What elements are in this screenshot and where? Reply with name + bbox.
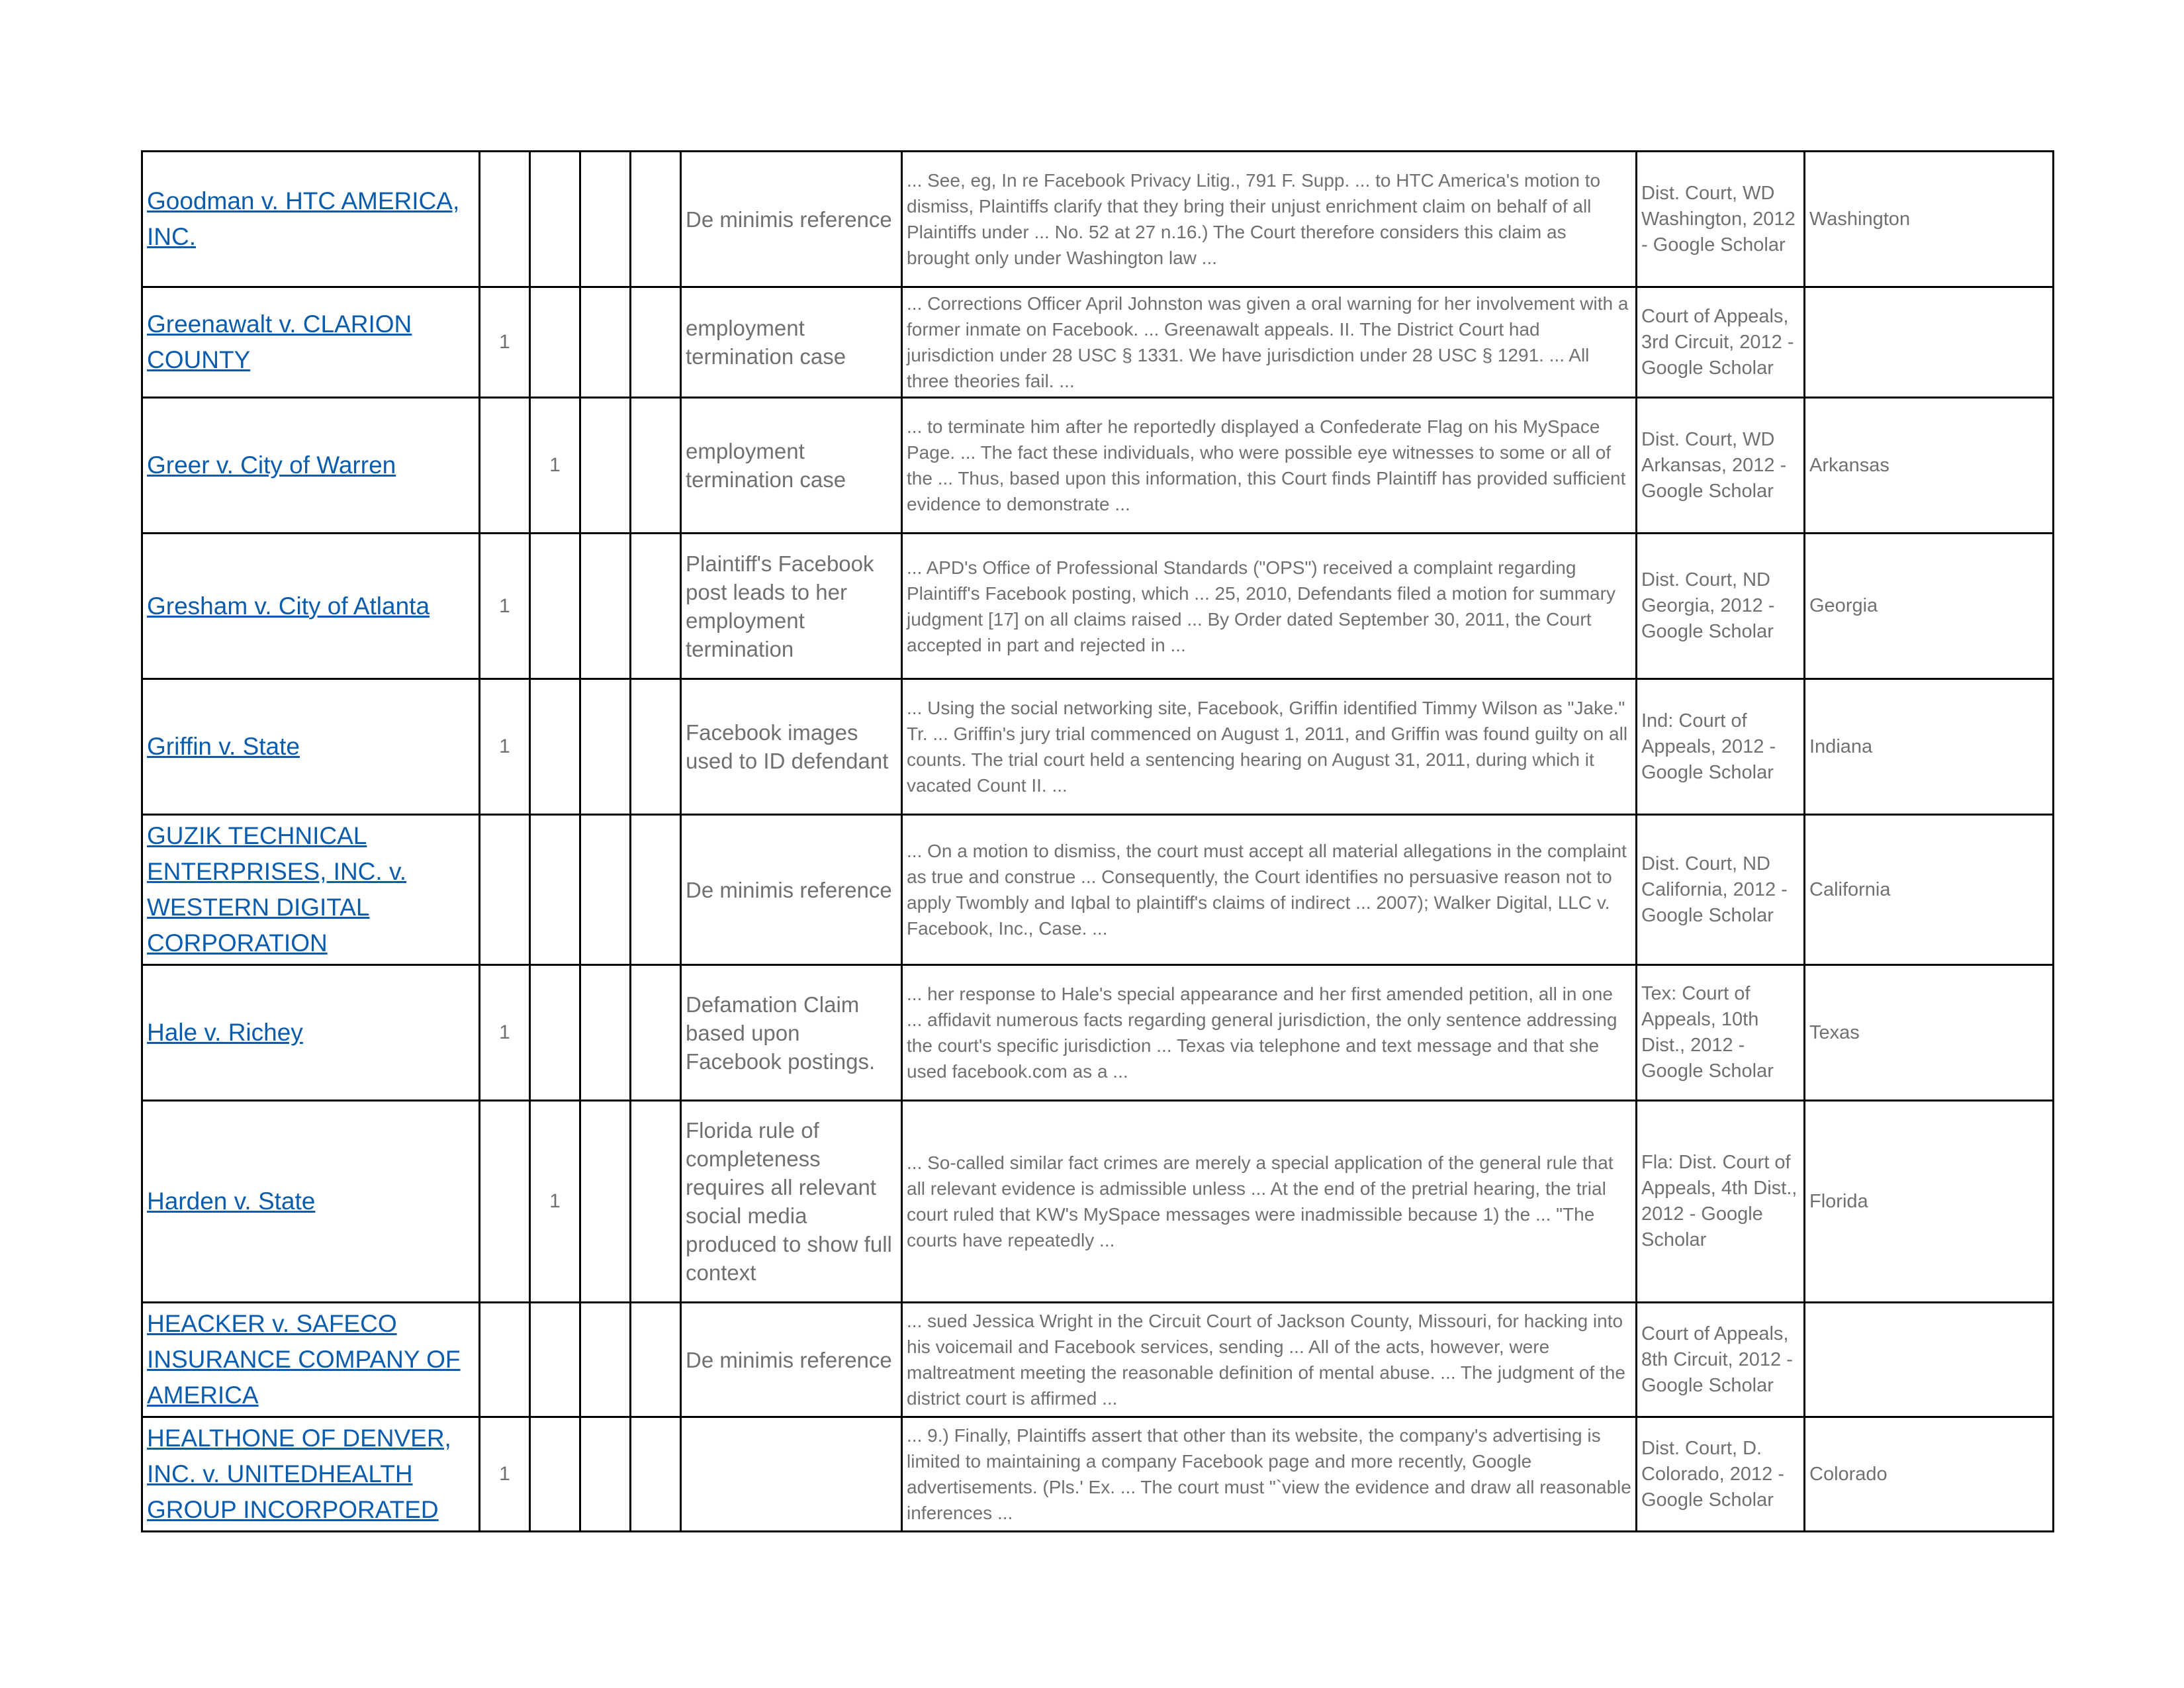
case-snippet: ... On a motion to dismiss, the court must accept all material allegations in the complaint as true and construe ... Consequently, the Court identifies no persuasive reason not to apply Twombly and Iqbal to plaintiff's claims of indirect ... 2007); Walker Digital, LLC v. Facebook, Inc., Case. ... bbox=[902, 815, 1637, 965]
case-description: Defamation Claim based upon Facebook postings. bbox=[681, 965, 902, 1101]
case-name-cell bbox=[142, 152, 480, 287]
case-link[interactable]: Gresham v. City of Atlanta bbox=[147, 592, 430, 620]
case-description: employment termination case bbox=[681, 398, 902, 534]
flag-col-1 bbox=[480, 398, 530, 534]
case-name-cell bbox=[142, 815, 480, 965]
flag-col-3 bbox=[580, 1101, 631, 1303]
case-link[interactable]: Goodman v. HTC AMERICA, INC. bbox=[147, 187, 460, 250]
case-state: Texas bbox=[1805, 965, 2054, 1101]
flag-col-1: 1 bbox=[480, 1417, 530, 1532]
flag-col-3 bbox=[580, 287, 631, 398]
flag-col-3 bbox=[580, 398, 631, 534]
case-description bbox=[681, 1417, 902, 1532]
flag-col-1: 1 bbox=[480, 965, 530, 1101]
flag-col-1: 1 bbox=[480, 679, 530, 815]
case-link[interactable]: HEALTHONE OF DENVER, INC. v. UNITEDHEALTH GROUP INCORPORATED bbox=[147, 1425, 451, 1523]
flag-col-3 bbox=[580, 1417, 631, 1532]
case-state: Washington bbox=[1805, 152, 2054, 287]
case-link[interactable]: Harden v. State bbox=[147, 1188, 316, 1215]
flag-col-3 bbox=[580, 965, 631, 1101]
court-info: Court of Appeals, 3rd Circuit, 2012 - Google Scholar bbox=[1637, 287, 1805, 398]
case-snippet: ... APD's Office of Professional Standards ("OPS") received a complaint regarding Plaintiff's Facebook posting, which ... 25, 2010, Defendants filed a motion for summary judgment [17] on all claims raised ... By Order dated September 30, 2011, the Court accepted in part and rejected in ... bbox=[902, 534, 1637, 679]
court-info: Court of Appeals, 8th Circuit, 2012 - Google Scholar bbox=[1637, 1303, 1805, 1417]
court-info: Ind: Court of Appeals, 2012 - Google Scholar bbox=[1637, 679, 1805, 815]
court-info: Dist. Court, WD Arkansas, 2012 - Google Scholar bbox=[1637, 398, 1805, 534]
flag-col-3 bbox=[580, 1303, 631, 1417]
case-name-cell bbox=[142, 534, 480, 679]
case-link[interactable]: HEACKER v. SAFECO INSURANCE COMPANY OF AMERICA bbox=[147, 1310, 461, 1409]
case-snippet: ... Corrections Officer April Johnston was given a oral warning for her involvement with a former inmate on Facebook. ... Greenawalt appeals. II. The District Court had jurisdiction under 28 USC § 1331. We have jurisdiction under 28 USC § 1291. ... All three theories fail. ... bbox=[902, 287, 1637, 398]
case-snippet: ... 9.) Finally, Plaintiffs assert that other than its website, the company's advertising is limited to maintaining a company Facebook page and more recently, Google advertisements. (Pls.' Ex. ... The court must "`view the evidence and draw all reasonable inferences ... bbox=[902, 1417, 1637, 1532]
case-link[interactable]: Hale v. Richey bbox=[147, 1019, 303, 1046]
case-description: Facebook images used to ID defendant bbox=[681, 679, 902, 815]
flag-col-2 bbox=[530, 679, 580, 815]
flag-col-1: 1 bbox=[480, 534, 530, 679]
case-snippet: ... her response to Hale's special appearance and her first amended petition, all in one ... affidavit numerous facts regarding general jurisdiction, the only sentence addressing the court's specific jurisdiction ... Texas via telephone and text message and that she used facebook.com as a ... bbox=[902, 965, 1637, 1101]
flag-col-2: 1 bbox=[530, 1101, 580, 1303]
flag-col-1 bbox=[480, 1303, 530, 1417]
case-name-cell bbox=[142, 398, 480, 534]
flag-col-2 bbox=[530, 534, 580, 679]
case-link[interactable]: Greer v. City of Warren bbox=[147, 451, 396, 479]
case-snippet: ... See, eg, In re Facebook Privacy Litig., 791 F. Supp. ... to HTC America's motion to dismiss, Plaintiffs clarify that they bring their unjust enrichment claim on behalf of all Plaintiffs under ... No. 52 at 27 n.16.) The Court therefore considers this claim as brought only under Washington law ... bbox=[902, 152, 1637, 287]
case-link[interactable]: Greenawalt v. CLARION COUNTY bbox=[147, 310, 412, 373]
case-row bbox=[142, 1303, 2054, 1417]
case-row bbox=[142, 1101, 2054, 1303]
case-name-cell bbox=[142, 287, 480, 398]
flag-col-4 bbox=[631, 679, 681, 815]
flag-col-2 bbox=[530, 152, 580, 287]
case-table bbox=[141, 150, 2054, 1532]
court-info: Dist. Court, ND Georgia, 2012 - Google Scholar bbox=[1637, 534, 1805, 679]
flag-col-4 bbox=[631, 965, 681, 1101]
flag-col-3 bbox=[580, 534, 631, 679]
flag-col-4 bbox=[631, 1303, 681, 1417]
case-state bbox=[1805, 1303, 2054, 1417]
case-row bbox=[142, 287, 2054, 398]
case-description: employment termination case bbox=[681, 287, 902, 398]
case-row bbox=[142, 152, 2054, 287]
case-state bbox=[1805, 287, 2054, 398]
case-link[interactable]: GUZIK TECHNICAL ENTERPRISES, INC. v. WESTERN DIGITAL CORPORATION bbox=[147, 822, 406, 957]
case-row bbox=[142, 965, 2054, 1101]
case-state: Florida bbox=[1805, 1101, 2054, 1303]
court-info: Fla: Dist. Court of Appeals, 4th Dist., 2012 - Google Scholar bbox=[1637, 1101, 1805, 1303]
flag-col-1 bbox=[480, 152, 530, 287]
case-description: Plaintiff's Facebook post leads to her employment termination bbox=[681, 534, 902, 679]
case-state: Georgia bbox=[1805, 534, 2054, 679]
case-description: Florida rule of completeness requires all relevant social media produced to show full context bbox=[681, 1101, 902, 1303]
flag-col-4 bbox=[631, 152, 681, 287]
flag-col-3 bbox=[580, 152, 631, 287]
case-description: De minimis reference bbox=[681, 815, 902, 965]
case-snippet: ... sued Jessica Wright in the Circuit Court of Jackson County, Missouri, for hacking into his voicemail and Facebook services, sending ... All of the acts, however, were maltreatment meeting the reasonable definition of mental abuse. ... The judgment of the district court is affirmed ... bbox=[902, 1303, 1637, 1417]
flag-col-2: 1 bbox=[530, 398, 580, 534]
flag-col-4 bbox=[631, 534, 681, 679]
case-description: De minimis reference bbox=[681, 1303, 902, 1417]
flag-col-4 bbox=[631, 815, 681, 965]
case-name-cell bbox=[142, 965, 480, 1101]
case-state: Arkansas bbox=[1805, 398, 2054, 534]
case-name-cell bbox=[142, 1101, 480, 1303]
flag-col-2 bbox=[530, 815, 580, 965]
court-info: Dist. Court, WD Washington, 2012 - Google Scholar bbox=[1637, 152, 1805, 287]
case-state: Colorado bbox=[1805, 1417, 2054, 1532]
flag-col-3 bbox=[580, 815, 631, 965]
flag-col-2 bbox=[530, 287, 580, 398]
case-table-body bbox=[142, 152, 2054, 1532]
case-snippet: ... Using the social networking site, Facebook, Griffin identified Timmy Wilson as "Jake." Tr. ... Griffin's jury trial commenced on August 1, 2011, and Griffin was found guilty on all counts. The trial court held a sentencing hearing on August 31, 2011, during which it vacated Count II. ... bbox=[902, 679, 1637, 815]
case-row bbox=[142, 815, 2054, 965]
flag-col-4 bbox=[631, 1101, 681, 1303]
flag-col-1 bbox=[480, 815, 530, 965]
case-row bbox=[142, 398, 2054, 534]
flag-col-2 bbox=[530, 1303, 580, 1417]
case-snippet: ... So-called similar fact crimes are merely a special application of the general rule that all relevant evidence is admissible unless ... At the end of the pretrial hearing, the trial court ruled that KW's MySpace messages were inadmissible because 1) the ... "The courts have repeatedly ... bbox=[902, 1101, 1637, 1303]
case-snippet: ... to terminate him after he reportedly displayed a Confederate Flag on his MySpace Page. ... The fact these individuals, who were possible eye witnesses to some or all of the ... Thus, based upon this information, this Court finds Plaintiff has provided sufficient evidence to demonstrate ... bbox=[902, 398, 1637, 534]
case-name-cell bbox=[142, 1417, 480, 1532]
flag-col-4 bbox=[631, 398, 681, 534]
flag-col-1: 1 bbox=[480, 287, 530, 398]
case-description: De minimis reference bbox=[681, 152, 902, 287]
case-row bbox=[142, 1417, 2054, 1532]
case-name-cell bbox=[142, 679, 480, 815]
case-state: California bbox=[1805, 815, 2054, 965]
court-info: Tex: Court of Appeals, 10th Dist., 2012 - Google Scholar bbox=[1637, 965, 1805, 1101]
flag-col-4 bbox=[631, 287, 681, 398]
case-row bbox=[142, 679, 2054, 815]
flag-col-2 bbox=[530, 965, 580, 1101]
flag-col-4 bbox=[631, 1417, 681, 1532]
case-state: Indiana bbox=[1805, 679, 2054, 815]
court-info: Dist. Court, D. Colorado, 2012 - Google Scholar bbox=[1637, 1417, 1805, 1532]
case-name-cell bbox=[142, 1303, 480, 1417]
case-row bbox=[142, 534, 2054, 679]
court-info: Dist. Court, ND California, 2012 - Google Scholar bbox=[1637, 815, 1805, 965]
flag-col-3 bbox=[580, 679, 631, 815]
case-link[interactable]: Griffin v. State bbox=[147, 733, 300, 760]
flag-col-2 bbox=[530, 1417, 580, 1532]
flag-col-1 bbox=[480, 1101, 530, 1303]
